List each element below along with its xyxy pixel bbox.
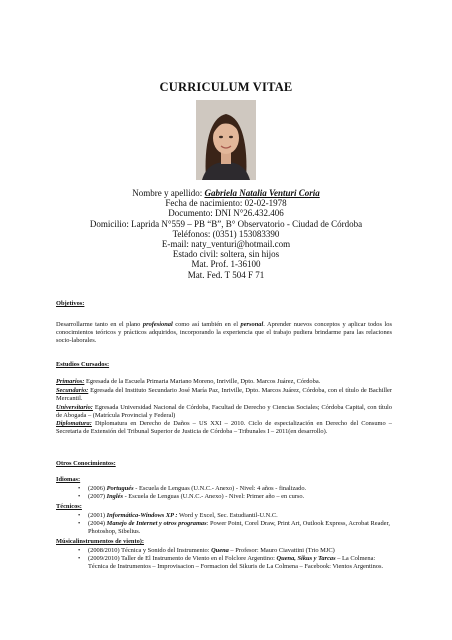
tecnicos-heading: Técnicos: [56,503,82,510]
estudios-diplomatura: Diplomatura: Diplomatura en Derecho de Daños – US XXI – 2010. Ciclo de especialización en Derecho del Consumo – Secretaria de Extensión del Tribunal Superior de Justicia de Córdoba – Tribunales I – 2011(en desarrollo). [56,420,392,435]
document-title: CURRICULUM VITAE [159,80,293,94]
personal-info [0,188,452,280]
address: Domicilio: Laprida N°559 – PB “B”, B° Observatorio - Ciudad de Córdoba [89,218,363,229]
list-item: • (2006) Portugués - Escuela de Lenguas (U.N.C.- Anexo) - Nivel: 4 años - finalizado. [78,485,307,492]
mat-fed: Mat. Fed. T 504 F 71 [187,269,265,280]
musica-heading: Músicalinstrumentos de viento): [56,538,145,545]
phones: Teléfonos: (0351) 153083390 [172,228,280,239]
tecnicos-list [56,512,392,536]
otros-heading: Otros Conocimientos: [56,460,116,467]
objetivos-heading: Objetivos: [56,300,85,307]
estudios-universitario: Universitario: Egresada Universidad Nacional de Córdoba, Facultad de Derecho y Ciencias Sociales; Córdoba Capital, con título de Abogada – (Matrícula Provincial y Federal) [56,404,392,419]
civil-status: Estado civil: soltera, sin hijos [172,249,280,260]
email: E-mail: naty_venturi@hotmail.com [161,239,291,250]
idiomas-list [56,485,392,501]
profile-photo [196,100,256,180]
estudios-heading: Estudios Cursados: [56,361,110,368]
name-label: Nombre y apellido: [132,188,203,198]
list-item: • (2009/2010) Taller de El Instrumento de Viento en el Folclore Argentino: Quena, Sikus y Tarcas – La Colmena: Técnica de Instrumentos – Improvisacion – Formacion del Sikuris de La Colmena – Facebook: Vientos Argentinos. [78,555,384,570]
list-item: • (2008/2010) Técnica y Sonido del Instrumento: Quena – Profesor: Mauro Ciavattini (Trio MJC) [78,547,335,554]
list-item: • (2007) Inglés - Escuela de Lenguas (U.N.C.- Anexo) - Nivel: Primer año – en curso. [78,493,305,500]
list-item: • (2004) Manejo de Internet y otros programas: Power Point, Corel Draw, Print Art, Outlook Express, Acrobat Reader, Photoshop, Sibelius. [78,520,390,535]
objetivos-text: Desarrollarme tanto en el plano profesional como así también en el personal. Aprender nuevos conceptos y aplicar todos los conocimientos teóricos y prácticos adquiridos, incorporando la experiencia que el trabajo pudiera brindarme para las relaciones socio-laborales. [56,321,392,344]
name-row [0,188,452,198]
idiomas-heading: Idiomas: [56,476,81,483]
list-item: • (2001) Informática-Windows XP : Word y Excel, Sec. Estudiantil-U.N.C. [78,512,278,519]
id-document: Documento: DNI N°26.432.406 [168,208,284,219]
mat-prof: Mat. Prof. 1-36100 [191,259,261,270]
name-value: Gabriela Natalia Venturi Coria [204,188,320,198]
estudios-primarios: Primarios: Egresada de la Escuela Primaria Mariano Moreno, Inriville, Dpto. Marcos Juárez, Córdoba. [56,378,321,385]
birth-date: Fecha de nacimiento: 02-02-1978 [165,198,287,209]
estudios-secundario: Secundario: Egresada del Instituto Secundario José María Paz, Inriville, Dpto. Marcos Juárez, Córdoba, con el título de Bachiller Mercantil. [56,387,392,402]
musica-list [56,547,392,571]
